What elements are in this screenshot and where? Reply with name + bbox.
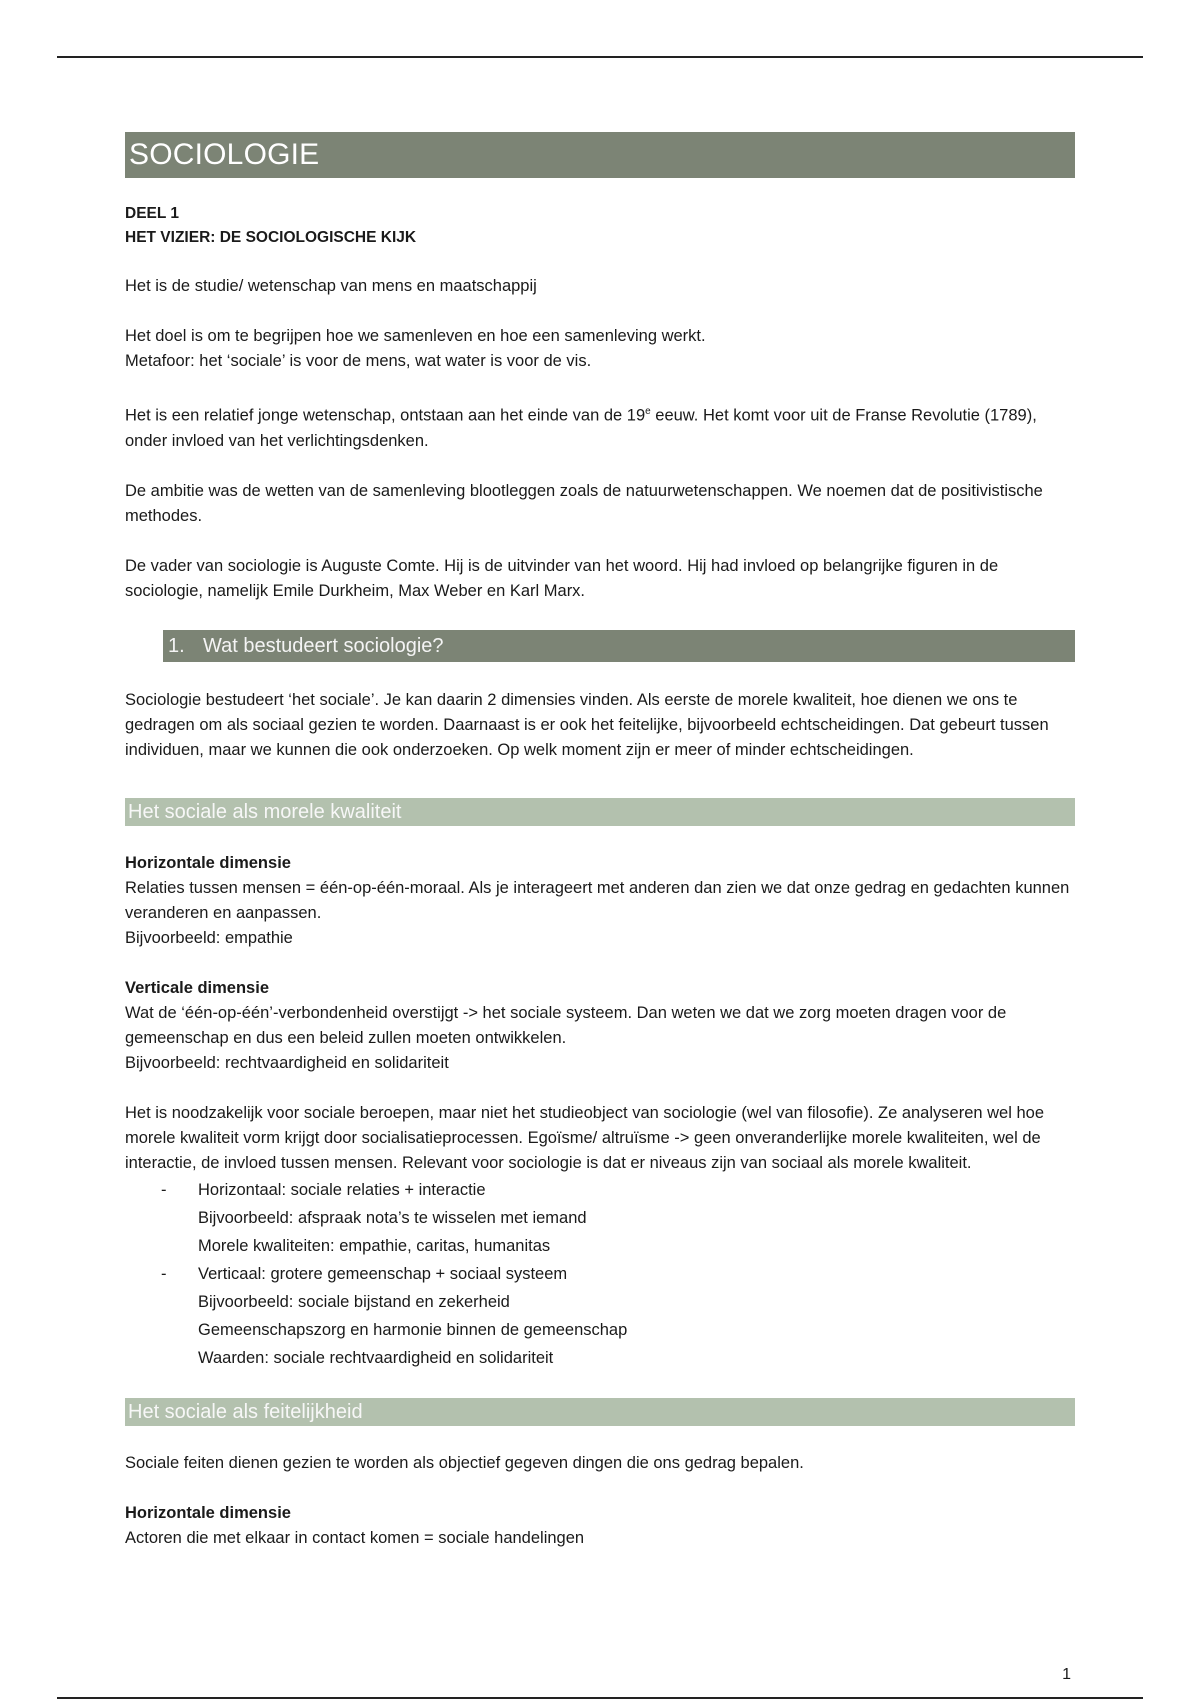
subsection-moral-heading: Het sociale als morele kwaliteit [125, 798, 1075, 826]
list-item [125, 1176, 1075, 1204]
moral-horizontal-text: Relaties tussen mensen = één-op-één-moraal. Als je interageert met anderen dan zien we dat onze gedrag en gedachten kunnen veranderen en aanpassen. [125, 878, 1070, 922]
page-number: 1 [1062, 1666, 1071, 1683]
intro-paragraph-3 [125, 399, 1075, 454]
list-item-text: Horizontaal: sociale relaties + interactie [198, 1180, 486, 1199]
list-sub-item: Morele kwaliteiten: empathie, caritas, humanitas [198, 1236, 551, 1255]
fact-horizontal-heading: Horizontale dimensie [125, 1503, 291, 1522]
section-1-number: 1. [168, 634, 185, 657]
moral-levels-list [125, 1176, 1075, 1204]
section-1-title: Wat bestudeert sociologie? [203, 634, 444, 657]
intro-paragraph-5: De vader van sociologie is Auguste Comte. Hij is de uitvinder van het woord. Hij had invloed op belangrijke figuren in de sociologie, namelijk Emile Durkheim, Max Weber en Karl Marx. [125, 556, 999, 600]
part-title: HET VIZIER: DE SOCIOLOGISCHE KIJK [125, 229, 417, 246]
part-heading [125, 202, 1075, 250]
moral-vertical-example: Bijvoorbeeld: rechtvaardigheid en solidariteit [125, 1053, 449, 1072]
document-page [125, 132, 1075, 1551]
intro-paragraph-2 [125, 324, 1075, 374]
list-sub-item: Bijvoorbeeld: afspraak nota’s te wisselen met iemand [198, 1208, 587, 1227]
part-label: DEEL 1 [125, 205, 179, 222]
fact-body: Sociale feiten dienen gezien te worden als objectief gegeven dingen die ons gedrag bepalen. [125, 1453, 804, 1472]
intro-paragraph-2-line-2: Metafoor: het ‘sociale’ is voor de mens, wat water is voor de vis. [125, 352, 592, 370]
header-rule [57, 56, 1143, 58]
section-1-body: Sociologie bestudeert ‘het sociale’. Je kan daarin 2 dimensies vinden. Als eerste de morele kwaliteit, hoe dienen we ons te gedragen om als sociaal gezien te worden. Daarnaast is er ook het feitelijke, bijvoorbeeld echtscheidingen. Dat gebeurt tussen individuen, maar we kunnen die ook onderzoeken. Op welk moment zijn er meer of minder echtscheidingen. [125, 690, 1049, 759]
list-item [125, 1260, 1075, 1288]
list-sub-item: Bijvoorbeeld: sociale bijstand en zekerheid [198, 1292, 510, 1311]
subsection-fact-heading: Het sociale als feitelijkheid [125, 1398, 1075, 1426]
moral-summary: Het is noodzakelijk voor sociale beroepen, maar niet het studieobject van sociologie (wel van filosofie). Ze analyseren wel hoe morele kwaliteit vorm krijgt door socialisatieprocessen. Egoïsme/ altruïsme -> geen onveranderlijke morele kwaliteiten, wel de interactie, de invloed tussen mensen. Relevant voor sociologie is dat er niveaus zijn van sociaal als morele kwaliteit. [125, 1103, 1045, 1172]
footer-rule [57, 1697, 1143, 1699]
intro-paragraph-3-start: Het is een relatief jonge wetenschap, ontstaan aan het einde van de 19 [125, 406, 646, 425]
list-sub-item: Gemeenschapszorg en harmonie binnen de gemeenschap [198, 1320, 628, 1339]
list-bullet: - [161, 1264, 167, 1283]
superscript-e: e [645, 406, 651, 417]
list-sub-item: Waarden: sociale rechtvaardigheid en solidariteit [198, 1348, 554, 1367]
moral-vertical-heading: Verticale dimensie [125, 978, 269, 997]
intro-paragraph-1: Het is de studie/ wetenschap van mens en maatschappij [125, 277, 537, 295]
moral-horizontal-heading: Horizontale dimensie [125, 853, 291, 872]
document-title: SOCIOLOGIE [125, 132, 1075, 178]
list-item-text: Verticaal: grotere gemeenschap + sociaal systeem [198, 1264, 568, 1283]
moral-vertical-text: Wat de ‘één-op-één’-verbondenheid overstijgt -> het sociale systeem. Dan weten we dat we zorg moeten dragen voor de gemeenschap en dus een beleid zullen moeten ontwikkelen. [125, 1003, 1007, 1047]
intro-paragraph-2-line-1: Het doel is om te begrijpen hoe we samenleven en hoe een samenleving werkt. [125, 327, 706, 345]
moral-horizontal-example: Bijvoorbeeld: empathie [125, 928, 293, 947]
list-bullet: - [161, 1180, 167, 1199]
intro-paragraph-3-end: eeuw. Het komt voor uit de Franse Revolutie (1789), onder invloed van het verlichtingsdenken. [125, 406, 1037, 450]
fact-horizontal-text: Actoren die met elkaar in contact komen = sociale handelingen [125, 1528, 585, 1547]
moral-levels-list-2 [125, 1260, 1075, 1288]
section-1-heading [163, 630, 1075, 662]
intro-paragraph-4: De ambitie was de wetten van de samenleving blootleggen zoals de natuurwetenschappen. We noemen dat de positivistische methodes. [125, 481, 1043, 525]
